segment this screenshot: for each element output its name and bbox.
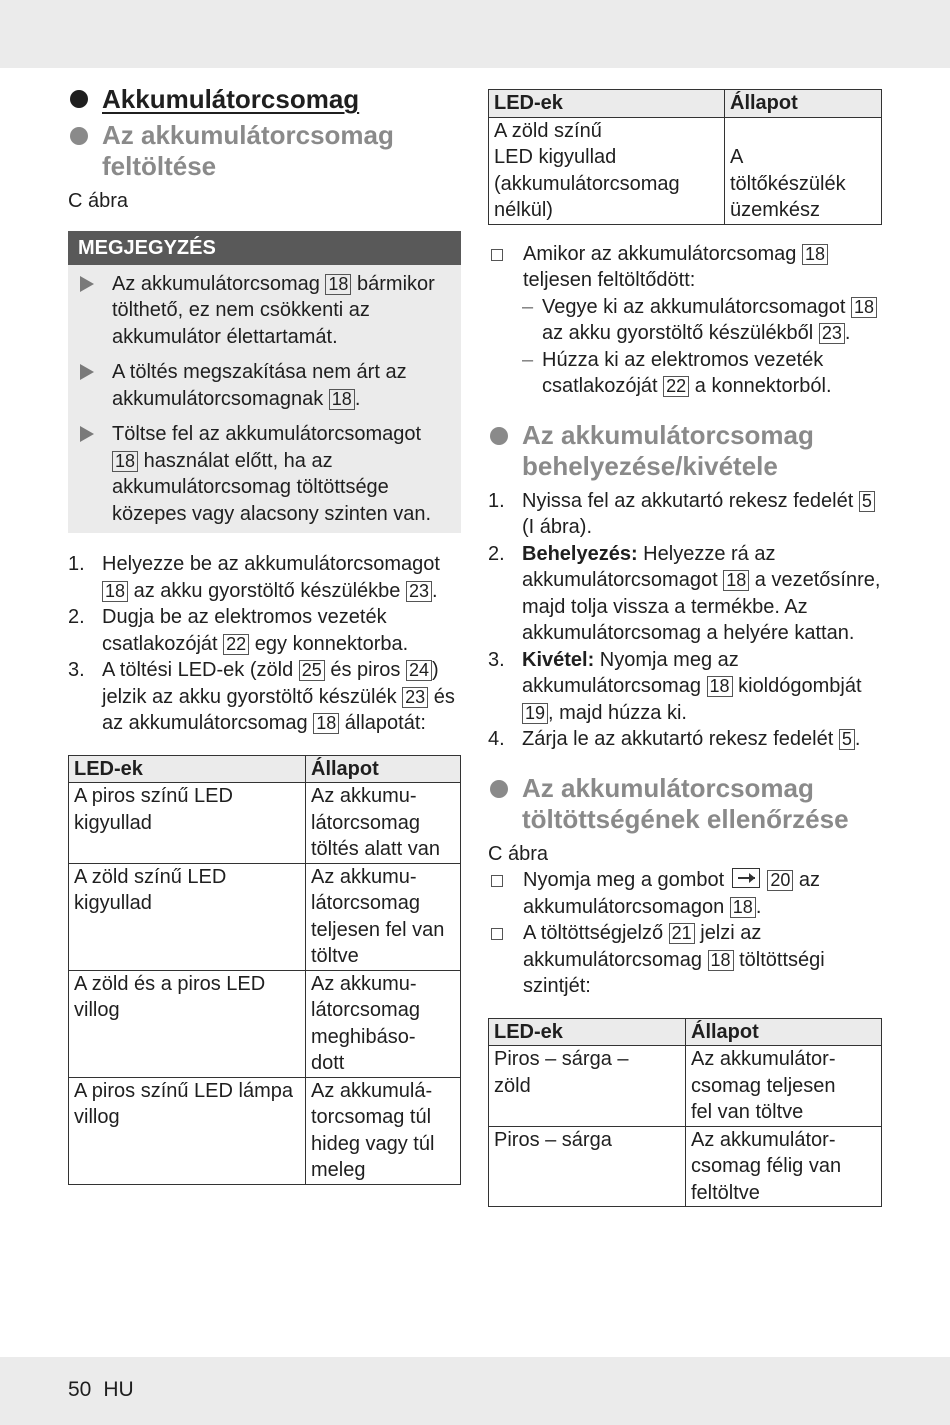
part-number: 19 bbox=[522, 703, 548, 724]
table-header: Állapot bbox=[725, 90, 882, 118]
table-header: LED-ek bbox=[69, 755, 306, 783]
charger-status-table bbox=[488, 89, 882, 225]
part-number: 18 bbox=[112, 451, 138, 472]
bottom-margin-band bbox=[0, 1357, 950, 1425]
list-item: – Húzza ki az elektromos vezeték csatlakozóját 22 a konnektorból. bbox=[522, 348, 832, 397]
right-column bbox=[488, 89, 882, 1207]
page-number: 50 bbox=[68, 1378, 92, 1401]
list-item: 3. A töltési LED-ek (zöld 25 és piros 24 ) jelzik az akku gyorstöltő készülék 23 és az akkumulátorcsomag 18 állapotát: bbox=[68, 659, 455, 734]
battery-check-button-icon bbox=[732, 868, 760, 888]
note-item: Az akkumulátorcsomag 18 bármikor tölthető, ez nem csökkenti az akkumulátor élettartamát. bbox=[78, 271, 451, 351]
part-number: 18 bbox=[851, 297, 877, 318]
part-number: 18 bbox=[313, 713, 339, 734]
bullet-dot-icon bbox=[70, 90, 88, 108]
table-header: LED-ek bbox=[489, 90, 725, 118]
bullet-dot-icon bbox=[490, 780, 508, 798]
charge-level-table bbox=[488, 1018, 882, 1208]
part-number: 23 bbox=[402, 687, 428, 708]
figure-reference: C ábra bbox=[68, 190, 129, 212]
bullet-dot-icon bbox=[490, 427, 508, 445]
figure-reference: C ábra bbox=[488, 842, 549, 865]
part-number: 22 bbox=[223, 634, 249, 655]
table-row: A zöld és a piros LED villog Az akkumu- látorcsomag meghibáso- dott bbox=[69, 970, 461, 1077]
subsection-heading-check: Az akkumulátorcsomag töltöttségének ellenőrzése bbox=[488, 773, 882, 835]
triangle-bullet-icon bbox=[80, 426, 94, 442]
list-item: Nyomja meg a gombot 20 az akkumulátorcsomagon 18 . bbox=[488, 867, 882, 920]
list-item: Amikor az akkumulátorcsomag 18 teljesen feltöltődött: bbox=[488, 241, 882, 294]
part-number: 18 bbox=[802, 244, 828, 265]
list-item: 2. Behelyezés: Helyezze rá az akkumulátorcsomagot 18 a vezetősínre, majd tolja vissza a termékbe. Az akkumulátorcsomag a helyére kattan. bbox=[488, 542, 881, 644]
table-header: LED-ek bbox=[489, 1018, 686, 1046]
subsection-heading-charging: Az akkumulátorcsomag feltöltése bbox=[68, 120, 461, 182]
note-title: MEGJEGYZÉS bbox=[68, 231, 461, 265]
removal-instructions bbox=[488, 241, 882, 400]
list-item: 3. Kivétel: Nyomja meg az akkumulátorcsomag 18 kioldógombját 19 , majd húzza ki. bbox=[488, 648, 862, 724]
list-item: 1. Nyissa fel az akkutartó rekesz fedelét 5 (I ábra). bbox=[488, 488, 882, 541]
part-number: 18 bbox=[708, 950, 734, 971]
table-row: A zöld színű LED kigyullad (akkumulátorcsomag nélkül) A töltőkészülék üzemkész bbox=[489, 117, 882, 224]
list-item: 2. Dugja be az elektromos vezeték csatlakozóját 22 egy konnektorba. bbox=[68, 606, 409, 655]
part-number: 23 bbox=[406, 581, 432, 602]
section-heading: Akkumulátorcsomag bbox=[68, 84, 461, 114]
square-bullet-icon bbox=[491, 928, 503, 940]
triangle-bullet-icon bbox=[80, 276, 94, 292]
left-column bbox=[68, 84, 461, 1185]
note-item: A töltés megszakítása nem árt az akkumulátorcsomagnak 18 . bbox=[78, 359, 451, 412]
part-number: 25 bbox=[299, 660, 325, 681]
led-status-table bbox=[68, 755, 461, 1185]
table-row: A piros színű LED lámpa villog Az akkumulá- torcsomag túl hideg vagy túl meleg bbox=[69, 1077, 461, 1184]
square-bullet-icon bbox=[491, 875, 503, 887]
part-number: 18 bbox=[707, 676, 733, 697]
note-box bbox=[68, 231, 461, 534]
note-item: Töltse fel az akkumulátorcsomagot 18 használat előtt, ha az akkumulátorcsomag töltöttsége közepes vagy alacsony szinten van. bbox=[78, 421, 451, 527]
check-instructions bbox=[488, 867, 882, 1000]
part-number: 21 bbox=[669, 923, 695, 944]
part-number: 18 bbox=[102, 581, 128, 602]
table-row: Piros – sárga Az akkumulátor- csomag félig van feltöltve bbox=[489, 1126, 882, 1207]
charging-steps bbox=[68, 551, 461, 737]
part-number: 22 bbox=[663, 376, 689, 397]
subsection-heading-insert: Az akkumulátorcsomag behelyezése/kivétele bbox=[488, 420, 882, 482]
triangle-bullet-icon bbox=[80, 364, 94, 380]
part-number: 20 bbox=[767, 870, 793, 891]
list-item: A töltöttségjelző 21 jelzi az akkumulátorcsomag 18 töltöttségi szintjét: bbox=[488, 920, 882, 1000]
part-number: 18 bbox=[329, 389, 355, 410]
square-bullet-icon bbox=[491, 249, 503, 261]
page-footer bbox=[68, 1378, 134, 1402]
table-row: Piros – sárga – zöld Az akkumulátor- csomag teljesen fel van töltve bbox=[489, 1046, 882, 1127]
insert-steps bbox=[488, 488, 882, 753]
table-row: A piros színű LED kigyullad Az akkumu- látorcsomag töltés alatt van bbox=[69, 783, 461, 864]
table-header: Állapot bbox=[686, 1018, 882, 1046]
part-number: 18 bbox=[730, 897, 756, 918]
bullet-dot-icon bbox=[70, 127, 88, 145]
part-number: 18 bbox=[723, 570, 749, 591]
list-item: – Vegye ki az akkumulátorcsomagot 18 az akku gyorstöltő készülékből 23 . bbox=[488, 294, 882, 347]
part-number: 18 bbox=[325, 274, 351, 295]
part-number: 5 bbox=[839, 729, 855, 750]
language-code: HU bbox=[103, 1378, 134, 1401]
part-number: 5 bbox=[859, 491, 875, 512]
top-margin-band bbox=[0, 0, 950, 68]
part-number: 23 bbox=[819, 323, 845, 344]
list-item: 1. Helyezze be az akkumulátorcsomagot 18 az akku gyorstöltő készülékbe 23 . bbox=[68, 553, 440, 602]
table-row: A zöld színű LED kigyullad Az akkumu- látorcsomag teljesen fel van töltve bbox=[69, 863, 461, 970]
table-header: Állapot bbox=[306, 755, 461, 783]
list-item: 4. Zárja le az akkutartó rekesz fedelét 5 . bbox=[488, 728, 861, 750]
part-number: 24 bbox=[406, 660, 432, 681]
